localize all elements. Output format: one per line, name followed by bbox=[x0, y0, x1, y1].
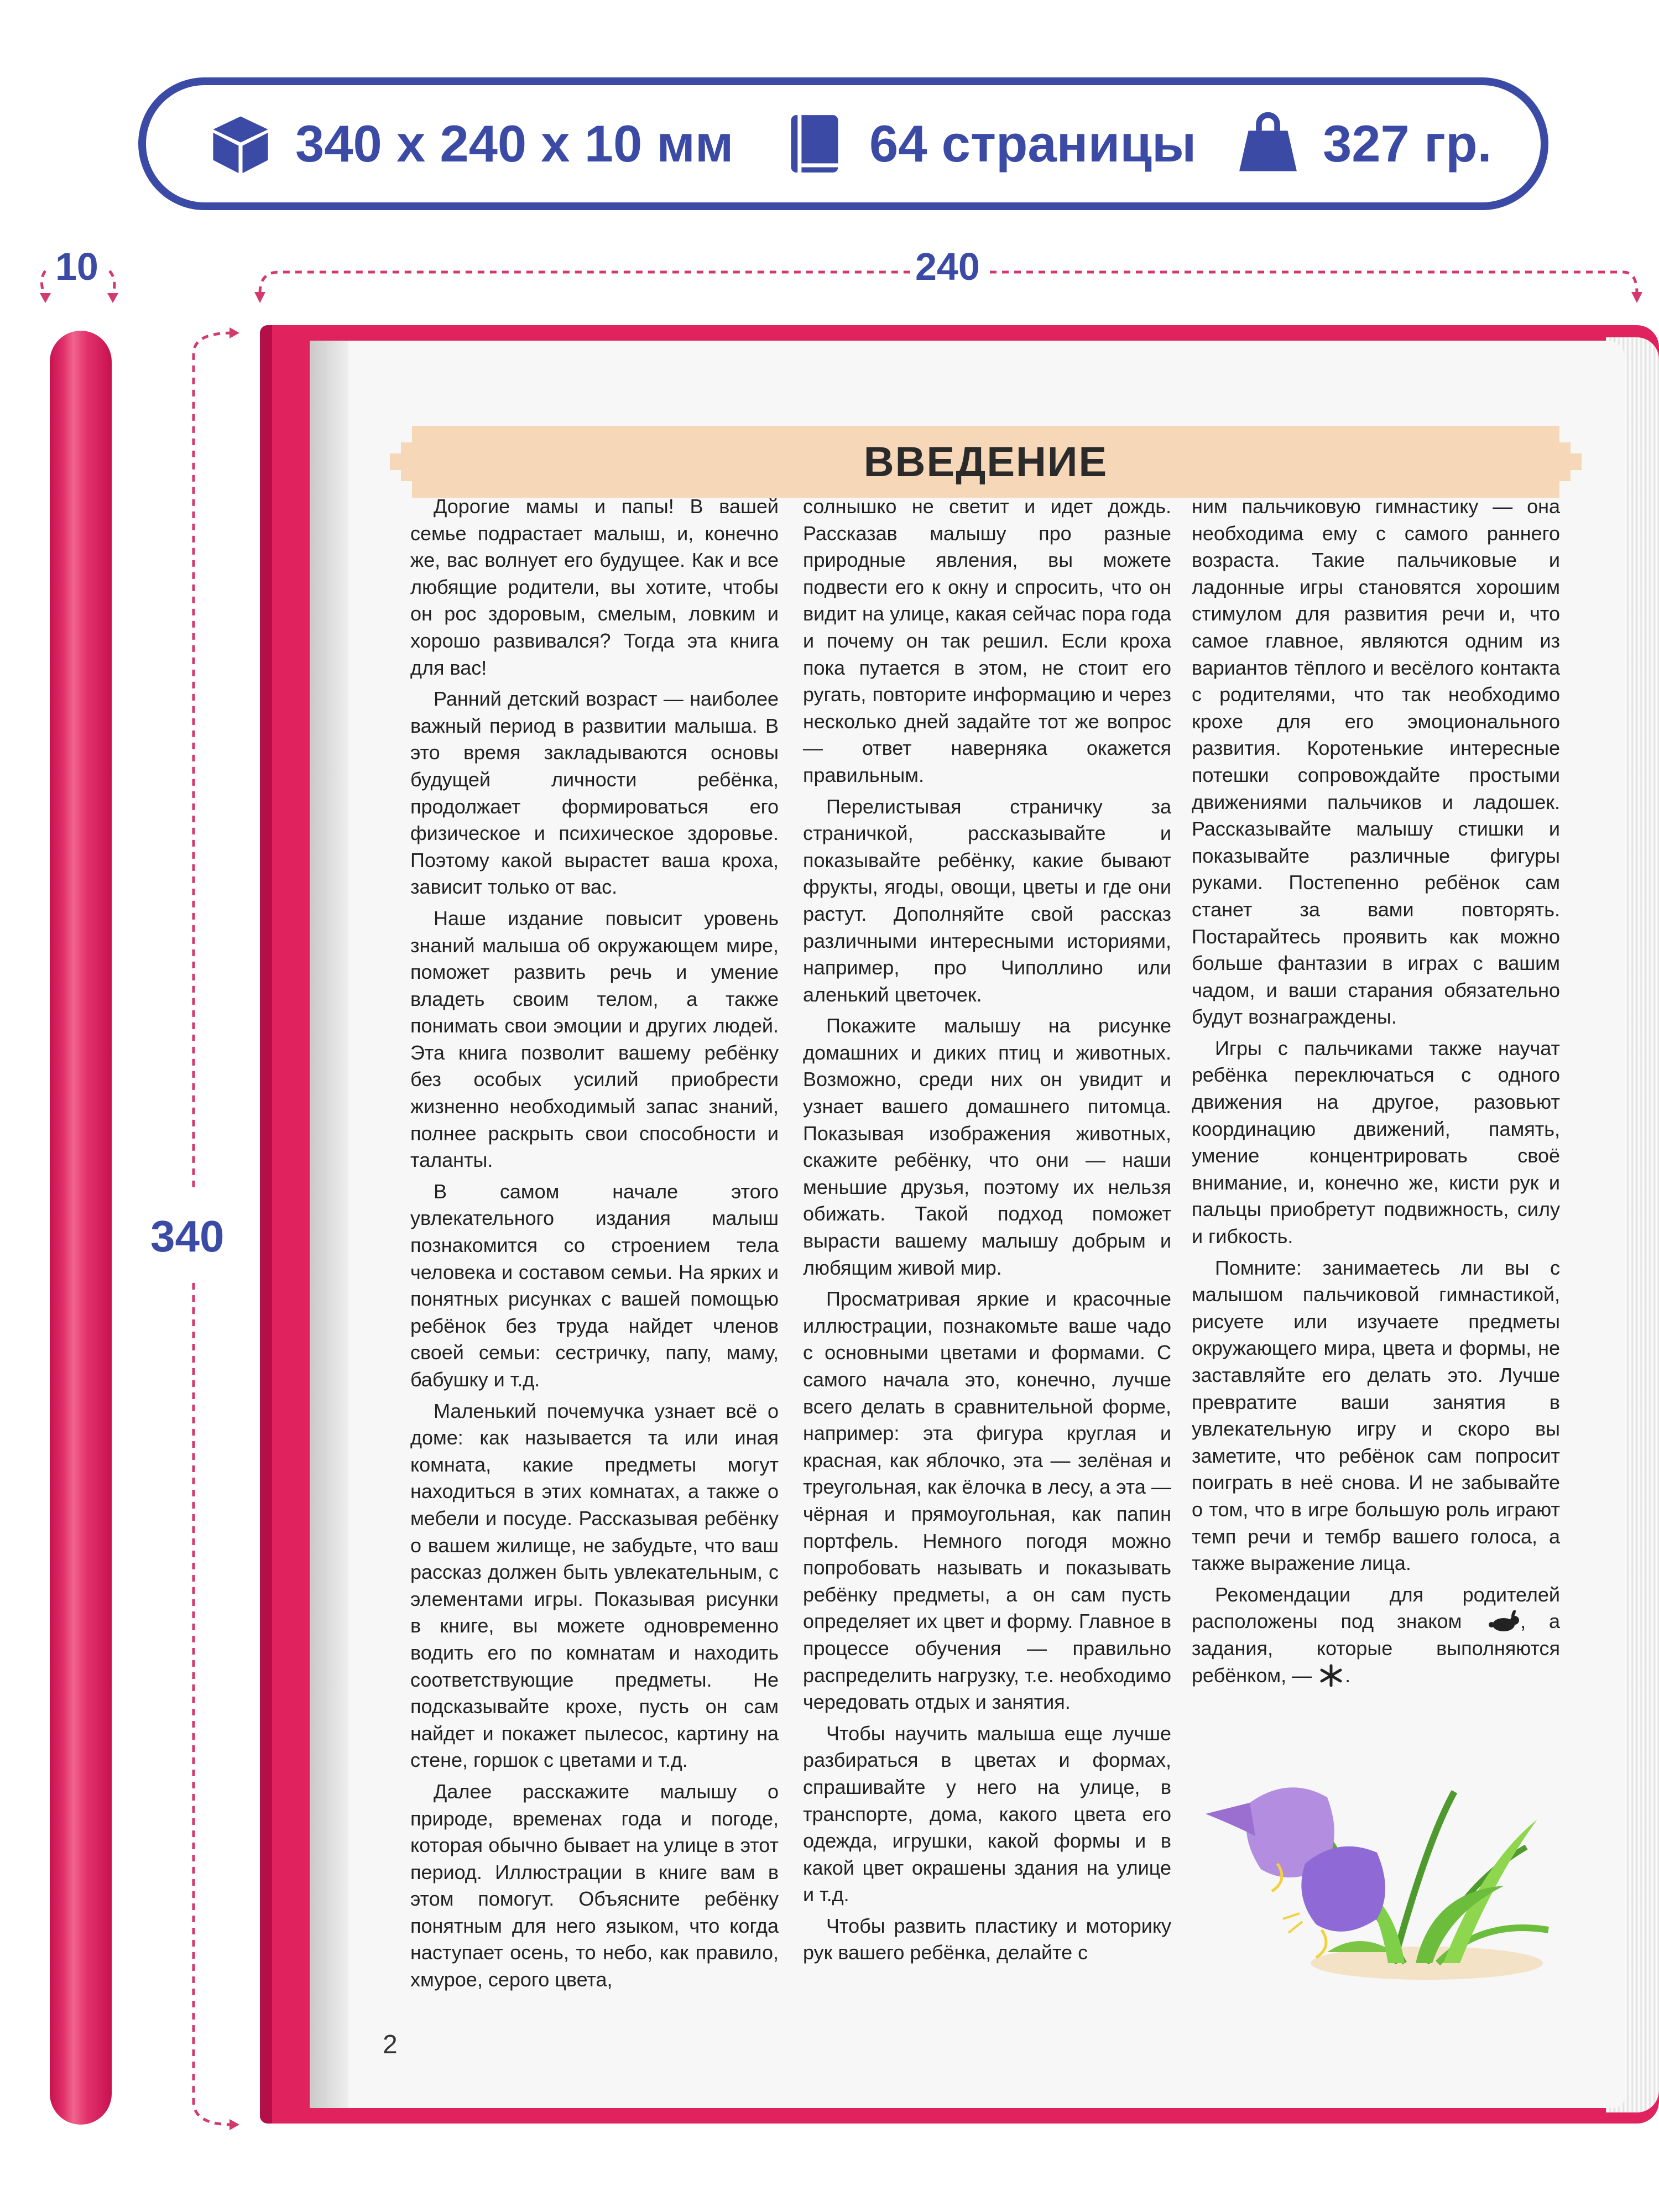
asterisk-icon bbox=[1317, 1663, 1345, 1688]
paragraph: Дорогие мамы и папы! В вашей семье подрастает малыш, и, конечно же, вас волнует его будущее. Как и все любящие родители, вы хотите, чтобы он рос здоровым, смелым, ловким и хорошо развивался? Тогда эта книга для вас! bbox=[410, 495, 779, 679]
legend-text-start: Рекомендации для родителей расположены под знаком bbox=[1192, 1583, 1560, 1633]
weight-text: 327 гр. bbox=[1323, 114, 1492, 173]
paragraph: Маленький почемучка узнает всё о доме: как называется та или иная комната, какие предметы могут находиться в этих комнатах, а также о мебели и посуде. Рассказывая ребёнку о вашем жилище, не забудьте, что ваш рассказ должен быть увлекательным, с элементами игры. Показывая рисунки в книге, вы можете одновременно водить его по комнатам и находить соответствующие предметы. Не подсказывайте крохе, пусть он сам найдет и покажет пылесос, картину на стене, горшок с цветами и т.д. bbox=[410, 1399, 779, 1772]
text-column-1 bbox=[410, 493, 779, 2020]
page-heading: ВВЕДЕНИЕ bbox=[863, 438, 1108, 486]
cover-edge bbox=[260, 325, 272, 2124]
text-column-2 bbox=[803, 493, 1171, 2020]
banner-step-left-outer bbox=[390, 453, 401, 470]
page-gutter-shadow bbox=[310, 341, 348, 2108]
paragraph: Игры с пальчиками также научат ребёнка переключаться с одного движения на другое, разовьют координацию движений, память, умение концентрировать своё внимание, и, конечно же, кисти рук и пальцы приобретут подвижность, силу и гибкость. bbox=[1192, 1036, 1560, 1248]
paragraph: солнышко не светит и идет дождь. Рассказав малышу про разные природные явления, вы можете подвести его к окну и спросить, что он видит на улице, какая сейчас пора года и почему он так решил. Если кроха пока путается в этом, не стоит его ругать, повторите информацию и через несколько дней задайте тот же вопрос — ответ наверняка окажется правильным. bbox=[803, 495, 1171, 786]
paragraph: Помните: занимаетесь ли вы с малышом пальчиковой гимнастикой, рисуете или изучаете предметы окружающего мира, цвета и формы, не заставляйте его делать это. Лучше превратите ваши занятия в увлекательную игру и скоро вы заметите, что ребёнок сам попросит поиграть в неё снова. И не забывайте о том, что в игре большую роль играют темп речи и тембр вашего голоса, а также выражение лица. bbox=[1192, 1256, 1560, 1575]
paragraph: Чтобы научить малыша еще лучше разбираться в цветах и формах, спрашивайте у него на улице, в транспорте, дома, какого цвета его одежда, игрушки, какой формы и в какой цвет окрашены здания на улице и т.д. bbox=[803, 1721, 1171, 1906]
paragraph: Покажите малышу на рисунке домашних и диких птиц и животных. Возможно, среди них он увидит и узнает вашего домашнего питомца. Показывая изображения животных, скажите ребёнку, что они — наши меньшие друзья, поэтому их нельзя обижать. Такой подход поможет вырасти вашему малышу добрым и любящим живой мир. bbox=[803, 1014, 1171, 1279]
paragraph: Чтобы развить пластику и моторику рук вашего ребёнка, делайте с bbox=[803, 1914, 1171, 1964]
banner-step-right bbox=[1559, 442, 1571, 481]
legend-paragraph bbox=[1192, 1582, 1560, 1689]
width-label: 240 bbox=[915, 245, 980, 288]
paragraph: Далее расскажите малышу о природе, временах года и погоде, которая обычно бывает на улице в этот период. Иллюстрации в книге вам в этом помогут. Объясните ребёнку понятным для него языком, что когда наступает осень, то небо, как правило, хмурое, серого цвета, bbox=[410, 1780, 779, 1991]
legend-text-end: . bbox=[1345, 1663, 1351, 1687]
paragraph: В самом начале этого увлекательного издания малыш познакомится со строением тела человека и составом семьи. На ярких и понятных рисунках с вашей помощью ребёнок без труда найдет членов своей семьи: сестричку, папу, маму, бабушку и т.д. bbox=[410, 1180, 779, 1391]
pages-text: 64 страницы bbox=[869, 114, 1197, 173]
paragraph: Просматривая яркие и красочные иллюстрации, познакомьте ваше чадо с основными цветами и формами. С самого начала это, конечно, лучше всего делать в сравнительной форме, например: эта фигура круглая и красная, как яблочко, эта — зелёная и треугольная, как ёлочка в лесу, а эта — чёрная и прямоугольная, как папин портфель. Немного погодя можно попробовать называть и показывать ребёнку предметы, а он сам пусть определяет их цвет и форму. Главное в процессе обучения — правильно распределить нагрузку, т.е. необходимо чередовать отдых и занятия. bbox=[803, 1287, 1171, 1714]
paragraph: Наше издание повысит уровень знаний малыша об окружающем мире, поможет развить речь и умение владеть своим телом, а также понимать свои эмоции и других людей. Эта книга позволит вашему ребёнку без особых усилий приобрести жизненно необходимый запас знаний, полнее раскрыть свои способности и таланты. bbox=[410, 906, 779, 1172]
paragraph: Ранний детский возраст — наиболее важный период в развитии малыша. В это время закладываются основы будущей личности ребёнка, продолжает формироваться его физическое и психическое здоровье. Поэтому какой вырастет ваша кроха, зависит только от вас. bbox=[410, 687, 779, 899]
book-spine bbox=[50, 331, 112, 2125]
spine-thickness-label: 10 bbox=[55, 245, 98, 288]
bellflower-illustration bbox=[1194, 1753, 1559, 1985]
page-number: 2 bbox=[383, 2030, 398, 2059]
rabbit-icon bbox=[1485, 1610, 1520, 1632]
banner-step-right-outer bbox=[1571, 453, 1582, 470]
legend-text-middle: , а задания, которые выполняются ребёнком, — bbox=[1192, 1610, 1560, 1687]
paragraph: Перелистывая страничку за страничкой, рассказывайте и показывайте ребёнку, какие бывают фрукты, ягоды, овощи, цветы и где они растут. Дополняйте свой рассказ различными интересными историями, например, про Чиполлино или аленький цветочек. bbox=[803, 795, 1171, 1006]
dimensions-text: 340 x 240 x 10 мм bbox=[295, 114, 734, 173]
height-label: 340 bbox=[150, 1212, 225, 1261]
banner-step-left bbox=[401, 442, 412, 481]
paragraph: ним пальчиковую гимнастику — она необходима ему с самого раннего возраста. Такие пальчиковые и ладонные игры становятся хорошим стимулом для развития речи и, что самое главное, являются одним из вариантов тёплого и весёлого контакта с родителями, что так необходимо крохе для его эмоционального развития. Коротенькие интересные потешки сопровождайте простыми движениями пальчиков и ладошек. Рассказывайте малышу стишки и показывайте различные фигуры руками. Постепенно ребёнок сам станет за вами повторять. Постарайтесь проявить как можно больше фантазии в играх с вашим чадом, и ваши старания обязательно будут вознаграждены. bbox=[1192, 495, 1560, 1029]
